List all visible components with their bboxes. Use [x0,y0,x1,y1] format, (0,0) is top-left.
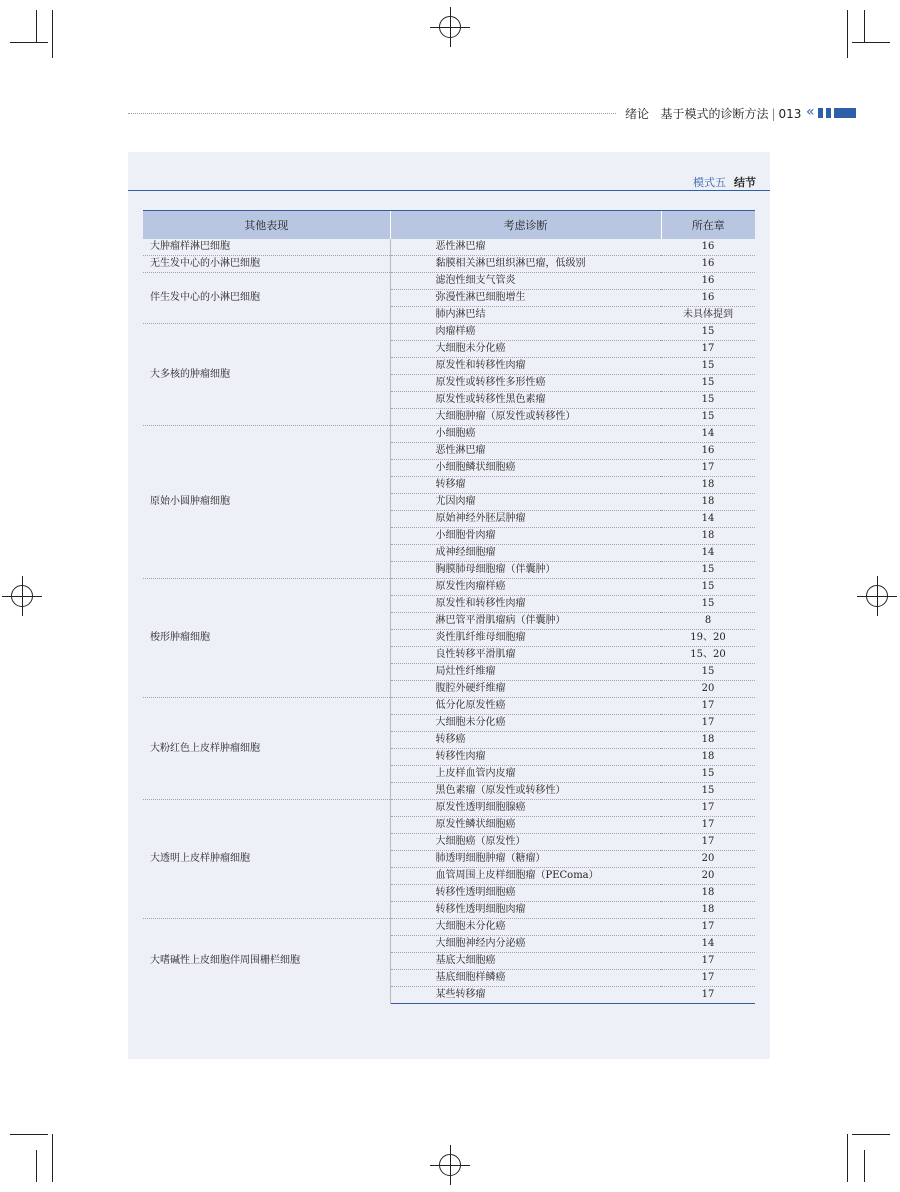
diagnosis-cell: 恶性淋巴瘤 [435,241,486,252]
chapter-cell: 16 [661,256,755,273]
chapter-cell: 15、20 [661,647,755,664]
chapter-cell: 15 [661,783,755,800]
chapter-cell: 18 [661,494,755,511]
chapter-cell: 17 [661,341,755,358]
table-row [143,698,755,715]
table-body [143,239,755,1004]
panel-rule [128,190,770,191]
diagnosis-cell: 肉瘤样癌 [390,324,661,341]
registration-mark [11,585,33,607]
chapter-cell: 16 [701,241,715,252]
feature-cell: 伴生发中心的小淋巴细胞 [143,273,390,324]
diagnosis-cell: 成神经细胞瘤 [390,545,661,562]
chapter-cell: 17 [661,817,755,834]
diagnosis-cell: 转移癌 [390,732,661,749]
crop-mark [864,10,865,42]
chapter-cell: 未具体提到 [661,307,755,324]
chapter-cell: 17 [661,460,755,477]
chapter-cell: 18 [661,528,755,545]
diagnosis-cell: 恶性淋巴瘤 [390,443,661,460]
diagnosis-cell: 大细胞神经内分泌癌 [390,936,661,953]
chapter-cell: 15 [661,664,755,681]
panel-section: 结节 [734,176,756,189]
chapter-cell: 19、20 [661,630,755,647]
diagnosis-cell: 黏膜相关淋巴组织淋巴瘤，低级别 [390,256,661,273]
diagnosis-cell: 转移性肉瘤 [390,749,661,766]
chapter-cell: 17 [661,698,755,715]
chapter-cell: 16 [661,273,755,290]
feature-cell: 大粉红色上皮样肿瘤细胞 [143,698,390,800]
feature-cell: 大透明上皮样肿瘤细胞 [143,800,390,919]
chevron-left-icon: « [806,104,815,120]
registration-mark [866,585,888,607]
diagnosis-cell: 大细胞未分化癌 [390,715,661,732]
diagnosis-cell: 上皮样血管内皮瘤 [390,766,661,783]
diagnosis-cell: 黑色素瘤（原发性或转移性） [390,783,661,800]
diagnosis-cell: 基底大细胞癌 [390,953,661,970]
diagnosis-cell: 原发性和转移性肉瘤 [390,358,661,375]
diagnosis-cell: 弥漫性淋巴细胞增生 [390,290,661,307]
diagnosis-cell: 大细胞未分化癌 [390,341,661,358]
chapter-cell: 8 [661,613,755,630]
diagnosis-table [143,210,755,1004]
feature-cell: 梭形肿瘤细胞 [143,579,390,698]
chapter-cell: 17 [661,919,755,936]
feature-cell: 大嗜碱性上皮细胞伴周围栅栏细胞 [143,919,390,1004]
header-title: 基于模式的诊断方法 [660,107,769,121]
chapter-cell: 18 [661,732,755,749]
diagnosis-cell: 腹腔外硬纤维瘤 [390,681,661,698]
diagnosis-cell: 转移性透明细胞肉瘤 [390,902,661,919]
diagnosis-cell: 尤因肉瘤 [390,494,661,511]
diagnosis-cell: 某些转移瘤 [390,987,661,1004]
diagnosis-cell: 原发性透明细胞腺癌 [390,800,661,817]
chapter-cell: 15 [661,375,755,392]
chapter-cell: 20 [661,681,755,698]
diagnosis-cell: 转移性透明细胞癌 [390,885,661,902]
crop-mark [852,42,890,43]
chapter-cell: 20 [661,868,755,885]
diagnosis-cell: 大细胞未分化癌 [390,919,661,936]
chapter-cell: 14 [661,936,755,953]
diagnosis-cell: 原发性或转移性多形性癌 [390,375,661,392]
column-header: 其他表现 [143,211,390,240]
chapter-cell: 15 [661,562,755,579]
diagnosis-cell: 滤泡性细支气管炎 [390,273,661,290]
diagnosis-cell: 转移瘤 [390,477,661,494]
diagnosis-cell: 基底细胞样鳞癌 [390,970,661,987]
chapter-cell: 18 [661,749,755,766]
registration-mark [439,16,461,38]
table-row [143,324,755,341]
chapter-cell: 17 [661,970,755,987]
diagnosis-cell: 大细胞肿瘤（原发性或转移性） [390,409,661,426]
crop-mark [847,10,848,58]
crop-mark [847,1134,848,1182]
chapter-cell: 15 [661,392,755,409]
diagnosis-cell: 局灶性纤维瘤 [390,664,661,681]
chapter-cell: 18 [661,477,755,494]
crop-mark [852,1134,890,1135]
column-header: 所在章 [661,211,755,240]
feature-cell: 无生发中心的小淋巴细胞 [143,256,390,273]
diagnosis-cell: 小细胞癌 [390,426,661,443]
chapter-cell: 15 [661,409,755,426]
crop-mark [864,1150,865,1182]
chapter-cell: 18 [661,885,755,902]
chapter-cell: 15 [661,596,755,613]
diagnosis-cell: 原始神经外胚层肿瘤 [390,511,661,528]
registration-mark [439,1154,461,1176]
diagnosis-cell: 良性转移平滑肌瘤 [390,647,661,664]
crop-mark [10,1134,48,1135]
diagnosis-cell: 小细胞骨肉瘤 [390,528,661,545]
crop-mark [36,10,37,42]
crop-mark [10,42,48,43]
column-header: 考虑诊断 [390,211,661,240]
table-row [143,256,755,273]
chapter-cell: 17 [661,834,755,851]
diagnosis-cell: 淋巴管平滑肌瘤病（伴囊肿） [390,613,661,630]
chapter-cell: 15 [661,358,755,375]
feature-cell: 大肿瘤样淋巴细胞 [143,239,390,256]
chapter-cell: 17 [661,953,755,970]
table-row [143,800,755,817]
diagnosis-cell: 原发性肉瘤样癌 [390,579,661,596]
feature-cell: 原始小圆肿瘤细胞 [143,426,390,579]
panel-mode: 模式五 [693,176,726,189]
diagnosis-cell: 血管周围上皮样细胞瘤（PEComa） [390,868,661,885]
chapter-cell: 15 [661,766,755,783]
chapter-cell: 16 [661,443,755,460]
diagnosis-cell: 原发性鳞状细胞癌 [390,817,661,834]
chapter-cell: 14 [661,426,755,443]
diagnosis-cell: 肺透明细胞肿瘤（糖瘤） [390,851,661,868]
diagnosis-cell: 原发性或转移性黑色素瘤 [390,392,661,409]
diagnosis-cell: 低分化原发性癌 [390,698,661,715]
header-dotted-rule [128,113,616,114]
crop-mark [36,1150,37,1182]
chapter-cell: 20 [661,851,755,868]
diagnosis-cell: 肺内淋巴结 [390,307,661,324]
table-header-row [143,211,755,240]
chapter-cell: 16 [661,290,755,307]
chapter-cell: 14 [661,545,755,562]
chapter-cell: 15 [661,579,755,596]
crop-mark [52,10,53,58]
chapter-cell: 14 [661,511,755,528]
diagnosis-cell: 大细胞癌（原发性） [390,834,661,851]
chapter-cell: 15 [661,324,755,341]
feature-cell: 大多核的肿瘤细胞 [143,324,390,426]
diagnosis-cell: 小细胞鳞状细胞癌 [390,460,661,477]
crop-mark [52,1134,53,1182]
page-number: 013 [778,107,802,121]
table-row [143,273,755,290]
panel-title [693,174,756,190]
table-row [143,919,755,936]
diagnosis-cell: 胸膜肺母细胞瘤（伴囊肿） [390,562,661,579]
diagnosis-cell: 原发性和转移性肉瘤 [390,596,661,613]
chapter-cell: 17 [661,800,755,817]
table-row [143,239,755,256]
chapter-cell: 18 [661,902,755,919]
diagnosis-cell: 炎性肌纤维母细胞瘤 [390,630,661,647]
running-header: 绪论 基于模式的诊断方法 | 013 [625,107,802,121]
chapter-cell: 17 [661,987,755,1004]
table-row [143,579,755,596]
header-chapter: 绪论 [625,107,650,121]
chapter-cell: 17 [661,715,755,732]
table-row [143,426,755,443]
